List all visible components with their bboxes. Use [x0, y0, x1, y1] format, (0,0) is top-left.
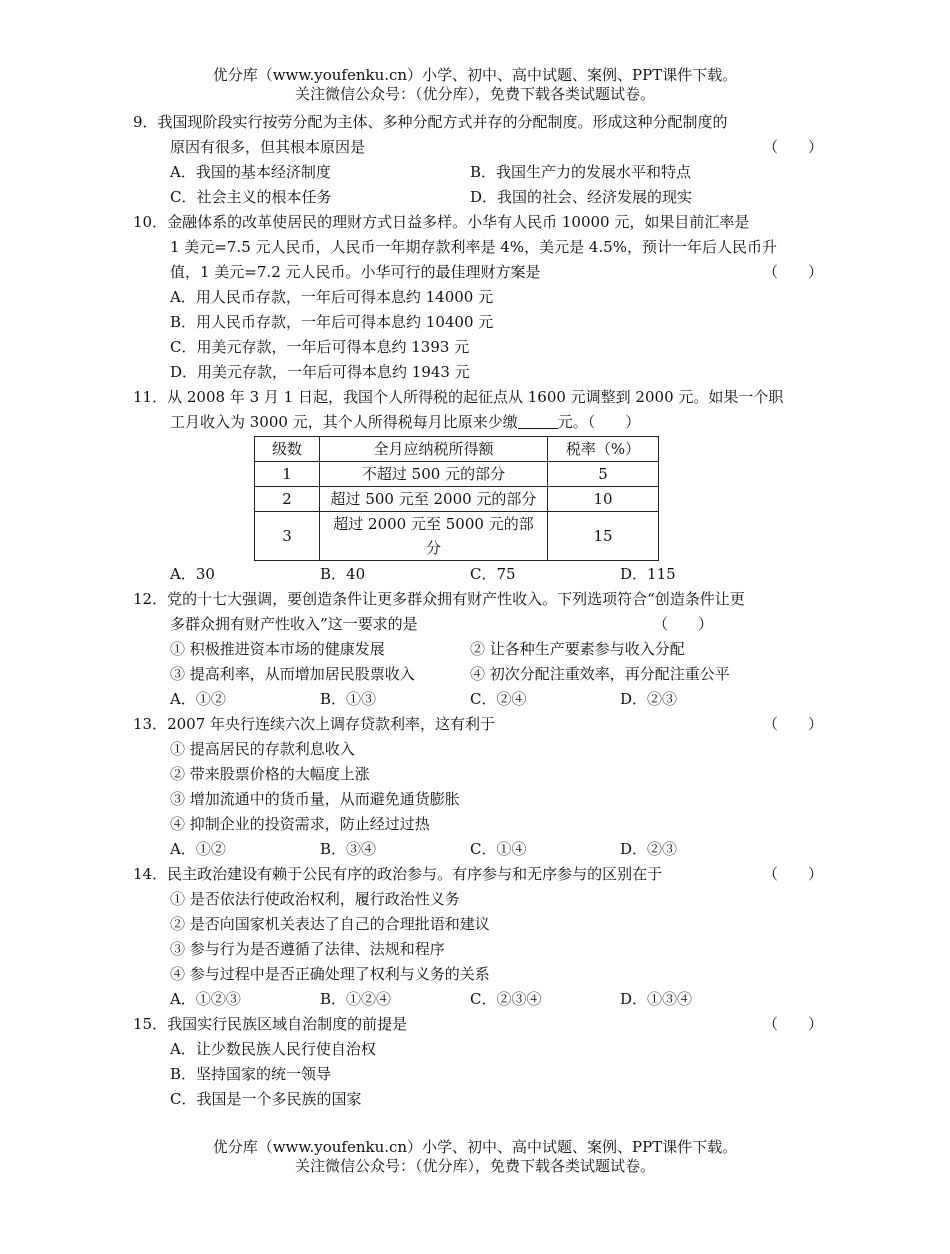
question-9: [133, 110, 823, 210]
table-header-row: [255, 437, 659, 462]
option-a: A．①②: [170, 690, 226, 708]
option-d: D．①③④: [620, 990, 693, 1008]
option-c: C．社会主义的根本任务: [170, 188, 332, 206]
table-header-cell: 全月应纳税所得额: [320, 437, 548, 462]
table-cell: 1: [255, 462, 320, 487]
question-12-stem-line-1: 12．党的十七大强调，要创造条件让更多群众拥有财产性收入。下列选项符合“创造条件让更: [133, 590, 745, 608]
option-c: C．①④: [470, 840, 527, 858]
question-14-stem-text: 14．民主政治建设有赖于公民有序的政治参与。有序参与和无序参与的区别在于: [133, 865, 663, 883]
answer-blank-paren: （ ）: [762, 715, 823, 733]
option-c: C．②③④: [470, 990, 542, 1008]
question-13-stem-text: 13．2007 年央行连续六次上调存贷款利率，这有利于: [133, 715, 496, 733]
header-line-2: 关注微信公众号：（优分库），免费下载各类试题试卷。: [294, 85, 655, 103]
question-13-options: [133, 837, 823, 862]
question-12-options: [133, 687, 823, 712]
table-cell: 10: [548, 487, 659, 512]
option-c: C．75: [470, 565, 516, 583]
question-9-stem-text: 原因有很多，但其根本原因是: [170, 138, 366, 156]
table-header-cell: 级数: [255, 437, 320, 462]
question-10-stem-line-1: 10．金融体系的改革使居民的理财方式日益多样。小华有人民币 10000 元，如果目前汇率是: [133, 213, 750, 231]
table-row: [255, 487, 659, 512]
option-d: D．②③: [620, 690, 678, 708]
footer-line-1: 优分库（www.youfenku.cn）小学、初中、高中试题、案例、PPT课件下载。: [212, 1138, 738, 1156]
question-11-stem-line-2: [133, 410, 823, 435]
answer-blank-paren: （ ）: [762, 1015, 823, 1033]
statement-3: ③ 提高利率，从而增加居民股票收入: [170, 665, 415, 683]
option-b: B．①③: [320, 690, 377, 708]
question-12-stem-line-2: [133, 612, 823, 637]
question-11-options: [133, 562, 823, 587]
option-b: B．40: [320, 565, 366, 583]
question-12-statements-row-2: [133, 662, 823, 687]
fill-in-blank: [518, 412, 558, 429]
statement-1: ① 是否依法行使政治权利，履行政治性义务: [170, 890, 460, 908]
statement-4: ④ 初次分配注重效率，再分配注重公平: [470, 665, 730, 683]
question-14: [133, 862, 823, 1012]
question-14-stem-line-1: [133, 862, 823, 887]
table-cell: 15: [548, 512, 659, 561]
answer-blank-paren: （ ）: [762, 138, 823, 156]
question-11-stem-tail: 元。（ ）: [557, 413, 641, 431]
option-b: B．坚持国家的统一领导: [170, 1065, 332, 1083]
question-15: [133, 1012, 823, 1112]
table-cell: 超过 2000 元至 5000 元的部分: [320, 512, 548, 561]
answer-blank-paren: （ ）: [762, 865, 823, 883]
option-b: B．我国生产力的发展水平和特点: [470, 163, 692, 181]
option-c: C．用美元存款，一年后可得本息约 1393 元: [170, 338, 470, 356]
statement-2: ② 让各种生产要素参与收入分配: [470, 640, 685, 658]
question-9-stem-line-1: 9．我国现阶段实行按劳分配为主体、多种分配方式并存的分配制度。形成这种分配制度的: [133, 113, 728, 131]
question-11-stem-text: 工月收入为 3000 元，其个人所得税每月比原来少缴: [170, 413, 518, 431]
question-9-options-row-2: [133, 185, 823, 210]
table-row: [255, 462, 659, 487]
statement-4: ④ 抑制企业的投资需求，防止经过过热: [170, 815, 430, 833]
answer-blank-paren: （ ）: [652, 615, 713, 633]
statement-3: ③ 参与行为是否遵循了法律、法规和程序: [170, 940, 445, 958]
question-12-stem-text: 多群众拥有财产性收入”这一要求的是: [170, 615, 418, 633]
header-line-1: 优分库（www.youfenku.cn）小学、初中、高中试题、案例、PPT课件下载。: [212, 66, 738, 84]
question-10-stem-line-3: [133, 260, 823, 285]
question-14-options: [133, 987, 823, 1012]
question-13: [133, 712, 823, 862]
option-a: A．30: [170, 565, 215, 583]
footer-line-2: 关注微信公众号：（优分库），免费下载各类试题试卷。: [294, 1157, 655, 1175]
page-header: [0, 66, 950, 104]
question-10-stem-line-2: 1 美元=7.5 元人民币，人民币一年期存款利率是 4%，美元是 4.5%，预计一年后人民币升: [170, 238, 777, 256]
option-d: D．用美元存款，一年后可得本息约 1943 元: [170, 363, 470, 381]
option-b: B．③④: [320, 840, 377, 858]
table-cell: 5: [548, 462, 659, 487]
option-a: A．①②: [170, 840, 226, 858]
option-d: D．我国的社会、经济发展的现实: [470, 188, 693, 206]
statement-1: ① 积极推进资本市场的健康发展: [170, 640, 385, 658]
question-13-stem-line-1: [133, 712, 823, 737]
question-12-statements-row-1: [133, 637, 823, 662]
table-cell: 2: [255, 487, 320, 512]
option-c: C．②④: [470, 690, 527, 708]
statement-2: ② 带来股票价格的大幅度上涨: [170, 765, 370, 783]
option-a: A．让少数民族人民行使自治权: [170, 1040, 376, 1058]
option-d: D．②③: [620, 840, 678, 858]
question-15-stem-line-1: [133, 1012, 823, 1037]
question-12: [133, 587, 823, 712]
question-9-options-row-1: [133, 160, 823, 185]
question-15-stem-text: 15．我国实行民族区域自治制度的前提是: [133, 1015, 408, 1033]
table-cell: 超过 500 元至 2000 元的部分: [320, 487, 548, 512]
option-d: D．115: [620, 565, 676, 583]
table-row: [255, 512, 659, 561]
option-b: B．①②④: [320, 990, 392, 1008]
option-a: A．用人民币存款，一年后可得本息约 14000 元: [170, 288, 494, 306]
statement-1: ① 提高居民的存款利息收入: [170, 740, 355, 758]
question-9-stem-line-2: [133, 135, 823, 160]
option-a: A．①②③: [170, 990, 241, 1008]
table-cell: 不超过 500 元的部分: [320, 462, 548, 487]
question-11: [133, 385, 823, 587]
table-cell: 3: [255, 512, 320, 561]
question-list: [133, 110, 823, 1112]
option-b: B．用人民币存款，一年后可得本息约 10400 元: [170, 313, 494, 331]
question-11-stem-line-1: 11．从 2008 年 3 月 1 日起，我国个人所得税的起征点从 1600 元调整到 2000 元。如果一个职: [133, 388, 784, 406]
statement-3: ③ 增加流通中的货币量，从而避免通货膨胀: [170, 790, 460, 808]
tax-rate-table: [254, 436, 659, 561]
page-footer: [0, 1138, 950, 1176]
statement-4: ④ 参与过程中是否正确处理了权利与义务的关系: [170, 965, 490, 983]
option-c: C．我国是一个多民族的国家: [170, 1090, 362, 1108]
answer-blank-paren: （ ）: [762, 263, 823, 281]
table-header-cell: 税率（%）: [548, 437, 659, 462]
question-10-stem-text: 值，1 美元=7.2 元人民币。小华可行的最佳理财方案是: [170, 263, 541, 281]
statement-2: ② 是否向国家机关表达了自己的合理批语和建议: [170, 915, 490, 933]
option-a: A．我国的基本经济制度: [170, 163, 331, 181]
question-10: [133, 210, 823, 385]
